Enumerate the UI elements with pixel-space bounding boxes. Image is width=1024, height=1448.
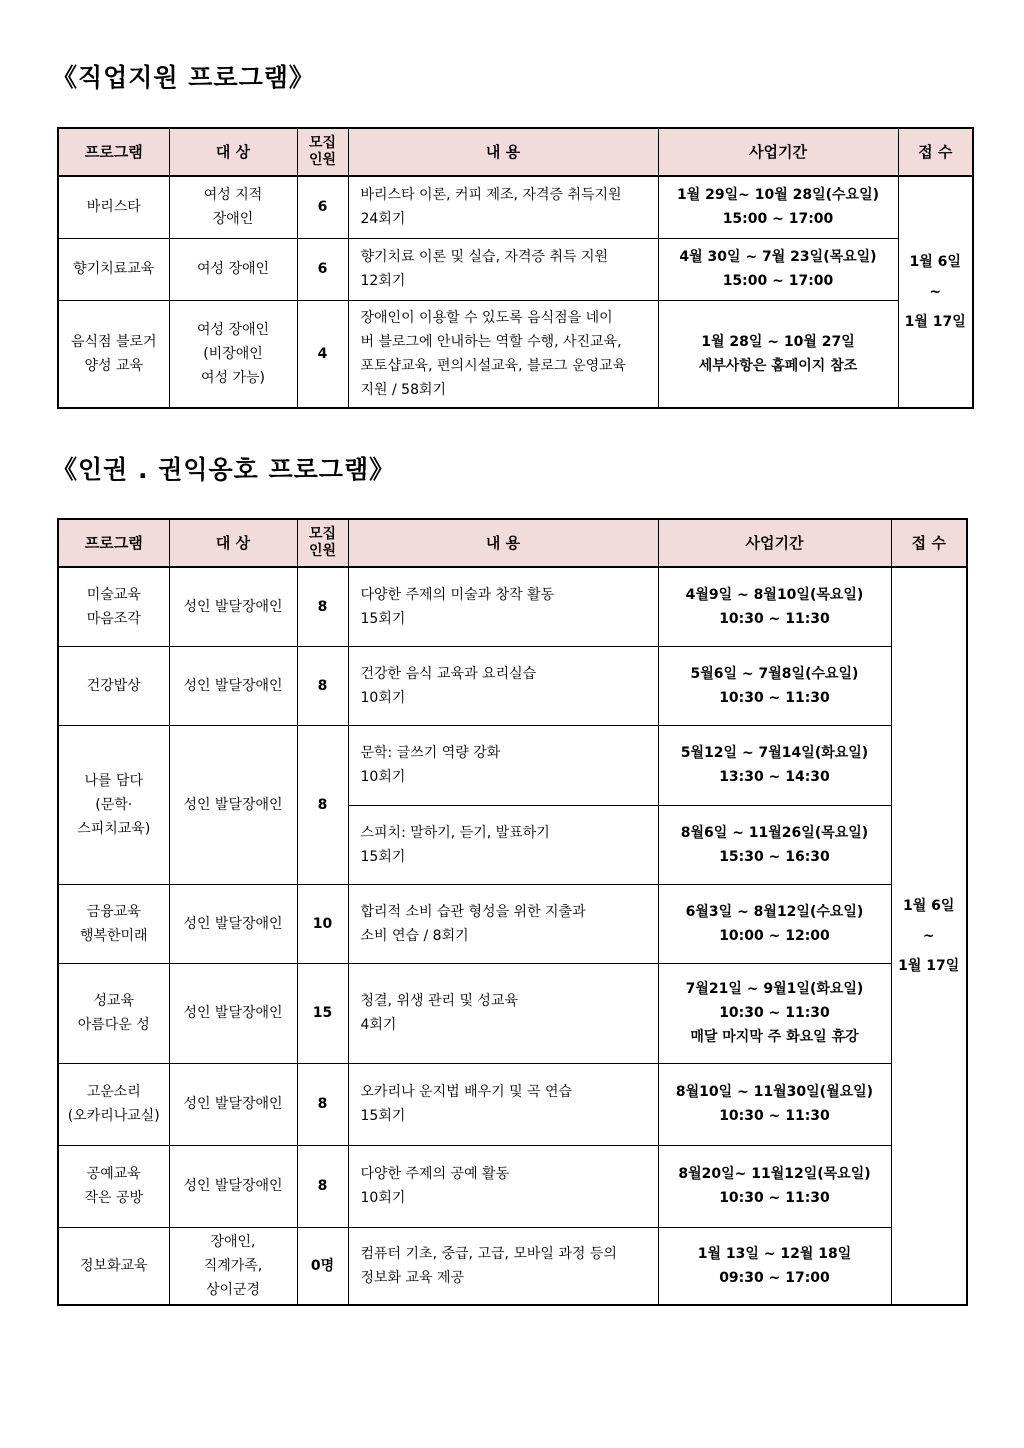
table-header-row [58,128,973,176]
recruit-count: 0명 [297,1227,348,1305]
header-content: 내 용 [348,519,658,567]
program-content: 다양한 주제의 미술과 창작 활동 15회기 [348,567,658,646]
table-row [58,1145,967,1227]
program-name: 성교육 아름다운 성 [58,963,169,1063]
recruit-count: 4 [297,300,348,408]
program-period: 5월12일 ~ 7월14일(화요일) 13:30 ~ 14:30 [658,725,891,805]
program-period: 8월10일 ~ 11월30일(월요일) 10:30 ~ 11:30 [658,1063,891,1145]
program-content: 바리스타 이론, 커피 제조, 자격증 취득지원 24회기 [348,176,658,238]
target-group: 여성 장애인 (비장애인 여성 가능) [169,300,297,408]
target-group: 성인 발달장애인 [169,567,297,646]
target-group: 성인 발달장애인 [169,884,297,963]
table-header-row [58,519,967,567]
recruit-count: 8 [297,725,348,884]
target-group: 성인 발달장애인 [169,1145,297,1227]
table-row [58,567,967,646]
header-target: 대 상 [169,519,297,567]
target-group: 성인 발달장애인 [169,963,297,1063]
program-content: 다양한 주제의 공예 활동 10회기 [348,1145,658,1227]
program-content: 오카리나 운지법 배우기 및 곡 연습 15회기 [348,1063,658,1145]
section2-title: 《인권 . 권익옹호 프로그램》 [52,455,396,484]
table-row [58,300,973,408]
recruit-count: 8 [297,1063,348,1145]
table-row [58,1063,967,1145]
program-name: 금융교육 행복한미래 [58,884,169,963]
program-content: 합리적 소비 습관 형성을 위한 지출과 소비 연습 / 8회기 [348,884,658,963]
program-name: 건강밥상 [58,646,169,725]
header-period: 사업기간 [658,128,898,176]
header-reception: 접 수 [898,128,973,176]
program-name: 정보화교육 [58,1227,169,1305]
recruit-count: 6 [297,176,348,238]
table-row [58,725,967,805]
table-row [58,176,973,238]
program-content: 컴퓨터 기초, 중급, 고급, 모바일 과정 등의 정보화 교육 제공 [348,1227,658,1305]
program-period: 6월3일 ~ 8월12일(수요일) 10:00 ~ 12:00 [658,884,891,963]
program-content: 장애인이 이용할 수 있도록 음식점을 네이 버 블로그에 안내하는 역할 수행, 사진교육, 포토샵교육, 편의시설교육, 블로그 운영교육 지원 / 58회기 [348,300,658,408]
table-row [58,1227,967,1305]
header-recruit: 모집 인원 [297,519,348,567]
target-group: 장애인, 직계가족, 상이군경 [169,1227,297,1305]
recruit-count: 8 [297,1145,348,1227]
target-group: 성인 발달장애인 [169,646,297,725]
program-period: 4월9일 ~ 8월10일(목요일) 10:30 ~ 11:30 [658,567,891,646]
recruit-count: 8 [297,567,348,646]
recruit-count: 8 [297,646,348,725]
section1-title: 《직업지원 프로그램》 [52,63,315,92]
program-content: 문학: 글쓰기 역량 강화 10회기 [348,725,658,805]
header-reception: 접 수 [891,519,967,567]
program-name: 바리스타 [58,176,169,238]
table-row [58,238,973,300]
program-name: 향기치료교육 [58,238,169,300]
program-period: 1월 13일 ~ 12월 18일 09:30 ~ 17:00 [658,1227,891,1305]
reception-period: 1월 6일 ~ 1월 17일 [891,567,967,1305]
target-group: 여성 지적 장애인 [169,176,297,238]
program-content: 청결, 위생 관리 및 성교육 4회기 [348,963,658,1063]
header-recruit: 모집 인원 [297,128,348,176]
table-row [58,963,967,1063]
program-content: 스피치: 말하기, 듣기, 발표하기 15회기 [348,805,658,884]
program-period: 5월6일 ~ 7월8일(수요일) 10:30 ~ 11:30 [658,646,891,725]
program-name: 나를 담다 (문학· 스피치교육) [58,725,169,884]
target-group: 여성 장애인 [169,238,297,300]
program-period: 1월 28일 ~ 10월 27일 세부사항은 홈페이지 참조 [658,300,898,408]
program-period: 1월 29일~ 10월 28일(수요일) 15:00 ~ 17:00 [658,176,898,238]
recruit-count: 15 [297,963,348,1063]
recruit-count: 6 [297,238,348,300]
header-period: 사업기간 [658,519,891,567]
header-content: 내 용 [348,128,658,176]
header-program: 프로그램 [58,519,169,567]
table-row [58,646,967,725]
header-target: 대 상 [169,128,297,176]
program-content: 향기치료 이론 및 실습, 자격증 취득 지원 12회기 [348,238,658,300]
program-content: 건강한 음식 교육과 요리실습 10회기 [348,646,658,725]
human-rights-table [57,518,968,1306]
program-name: 고운소리 (오카리나교실) [58,1063,169,1145]
program-period: 7월21일 ~ 9월1일(화요일) 10:30 ~ 11:30 매달 마지막 주 화요일 휴강 [658,963,891,1063]
program-period: 4월 30일 ~ 7월 23일(목요일) 15:00 ~ 17:00 [658,238,898,300]
job-support-table [57,127,974,409]
recruit-count: 10 [297,884,348,963]
program-period: 8월6일 ~ 11월26일(목요일) 15:30 ~ 16:30 [658,805,891,884]
header-program: 프로그램 [58,128,169,176]
program-name: 미술교육 마음조각 [58,567,169,646]
target-group: 성인 발달장애인 [169,725,297,884]
table-row [58,884,967,963]
program-name: 음식점 블로거 양성 교육 [58,300,169,408]
program-period: 8월20일~ 11월12일(목요일) 10:30 ~ 11:30 [658,1145,891,1227]
target-group: 성인 발달장애인 [169,1063,297,1145]
program-name: 공예교육 작은 공방 [58,1145,169,1227]
reception-period: 1월 6일 ~ 1월 17일 [898,176,973,408]
